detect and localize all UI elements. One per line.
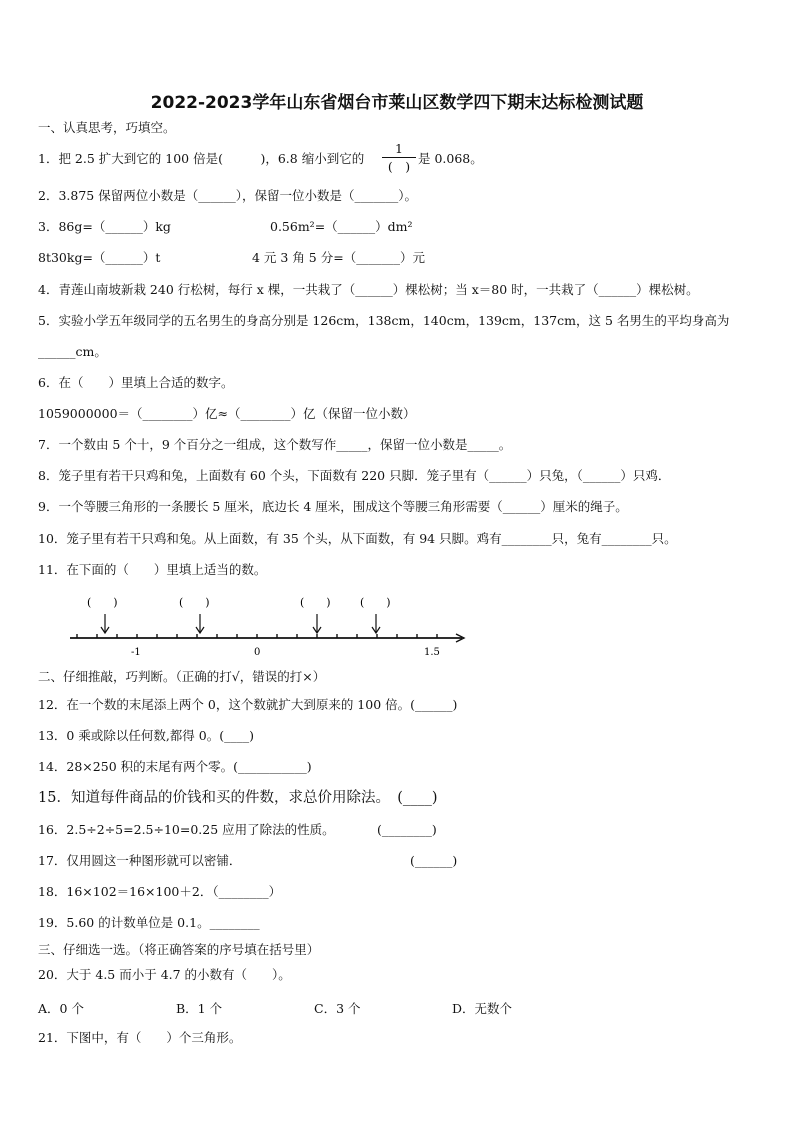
question-3c: 8t30kg=（______）t bbox=[38, 250, 161, 265]
section-heading-3: 三、仔细选一选。（将正确答案的序号填在括号里） bbox=[38, 942, 320, 957]
question-15: 15．知道每件商品的价钱和买的件数，求总价用除法。 (____) bbox=[38, 790, 438, 806]
question-17: 17．仅用圆这一种图形就可以密铺． bbox=[38, 853, 242, 868]
question-6: 6．在（ ）里填上合适的数字。 bbox=[38, 375, 234, 390]
fraction-bar bbox=[382, 157, 416, 158]
number-line-figure bbox=[60, 592, 470, 662]
section-heading-1: 一、认真思考，巧填空。 bbox=[38, 120, 176, 135]
question-16: 16．2.5÷2÷5=2.5÷10=0.25 应用了除法的性质。 bbox=[38, 822, 335, 837]
question-6-line: 1059000000＝（________）亿≈（________）亿（保留一位小数） bbox=[38, 406, 416, 421]
fraction-numerator: 1 bbox=[395, 141, 403, 156]
label-minus-one: -1 bbox=[131, 647, 141, 658]
question-1-text: 1．把 2.5 扩大到它的 100 倍是( )，6.8 缩小到它的 bbox=[38, 151, 365, 166]
question-17-answer: (______) bbox=[410, 853, 458, 868]
question-10: 10．笼子里有若干只鸡和兔。从上面数，有 35 个头，从下面数，有 94 只脚。鸡有________只，兔有________只。 bbox=[38, 531, 677, 546]
question-19: 19．5.60 的计数单位是 0.1。________ bbox=[38, 915, 260, 930]
question-9: 9．一个等腰三角形的一条腰长 5 厘米，底边长 4 厘米，围成这个等腰三角形需要（______）厘米的绳子。 bbox=[38, 499, 628, 514]
blank-2: ( ) bbox=[179, 596, 210, 609]
blank-3: ( ) bbox=[300, 596, 331, 609]
question-14: 14．28×250 积的末尾有两个零。(___________) bbox=[38, 759, 312, 774]
question-3d: 4 元 3 角 5 分=（_______）元 bbox=[252, 250, 425, 265]
label-zero: 0 bbox=[254, 647, 261, 658]
fraction-denominator: ( ) bbox=[387, 159, 411, 174]
question-3b: 0.56m²=（______）dm² bbox=[270, 219, 413, 234]
question-21: 21．下图中，有（ ）个三角形。 bbox=[38, 1030, 242, 1045]
question-20: 20．大于 4.5 而小于 4.7 的小数有（ ）。 bbox=[38, 967, 291, 982]
blank-4: ( ) bbox=[360, 596, 391, 609]
question-1-fraction bbox=[382, 141, 416, 174]
question-12: 12．在一个数的末尾添上两个 0，这个数就扩大到原来的 100 倍。(______) bbox=[38, 697, 458, 712]
question-5-answer: ______cm。 bbox=[38, 344, 107, 359]
section-heading-2: 二、仔细推敲，巧判断。（正确的打√，错误的打×） bbox=[38, 669, 326, 684]
question-16-answer: (________) bbox=[377, 822, 437, 837]
blank-1: ( ) bbox=[87, 596, 118, 609]
option-c: C．3 个 bbox=[314, 1001, 361, 1016]
question-3a: 3．86g=（______）kg bbox=[38, 219, 171, 234]
question-1-tail: 是 0.068。 bbox=[418, 151, 483, 166]
question-4: 4．青莲山南坡新栽 240 行松树，每行 x 棵，一共栽了（______）棵松树；当 x＝80 时，一共栽了（______）棵松树。 bbox=[38, 282, 699, 297]
label-one-point-five: 1.5 bbox=[424, 647, 440, 658]
question-13: 13．0 乘或除以任何数,都得 0。(____) bbox=[38, 728, 254, 743]
question-8: 8．笼子里有若干只鸡和兔，上面数有 60 个头，下面数有 220 只脚．笼子里有（______）只兔，（______）只鸡． bbox=[38, 468, 671, 483]
option-d: D．无数个 bbox=[452, 1001, 513, 1016]
question-1 bbox=[38, 151, 364, 167]
question-7: 7．一个数由 5 个十，9 个百分之一组成，这个数写作_____，保留一位小数是_____。 bbox=[38, 437, 512, 452]
question-2: 2．3.875 保留两位小数是（______），保留一位小数是（_______）。 bbox=[38, 188, 417, 203]
option-a: A．0 个 bbox=[38, 1001, 84, 1016]
page-title: 2022-2023学年山东省烟台市莱山区数学四下期末达标检测试题 bbox=[150, 93, 644, 113]
question-18: 18．16×102＝16×100＋2．（________） bbox=[38, 884, 282, 899]
option-b: B．1 个 bbox=[176, 1001, 223, 1016]
question-5: 5．实验小学五年级同学的五名男生的身高分别是 126cm，138cm，140cm，139cm，137cm，这 5 名男生的平均身高为 bbox=[38, 313, 730, 328]
question-11: 11．在下面的（ ）里填上适当的数。 bbox=[38, 562, 267, 577]
